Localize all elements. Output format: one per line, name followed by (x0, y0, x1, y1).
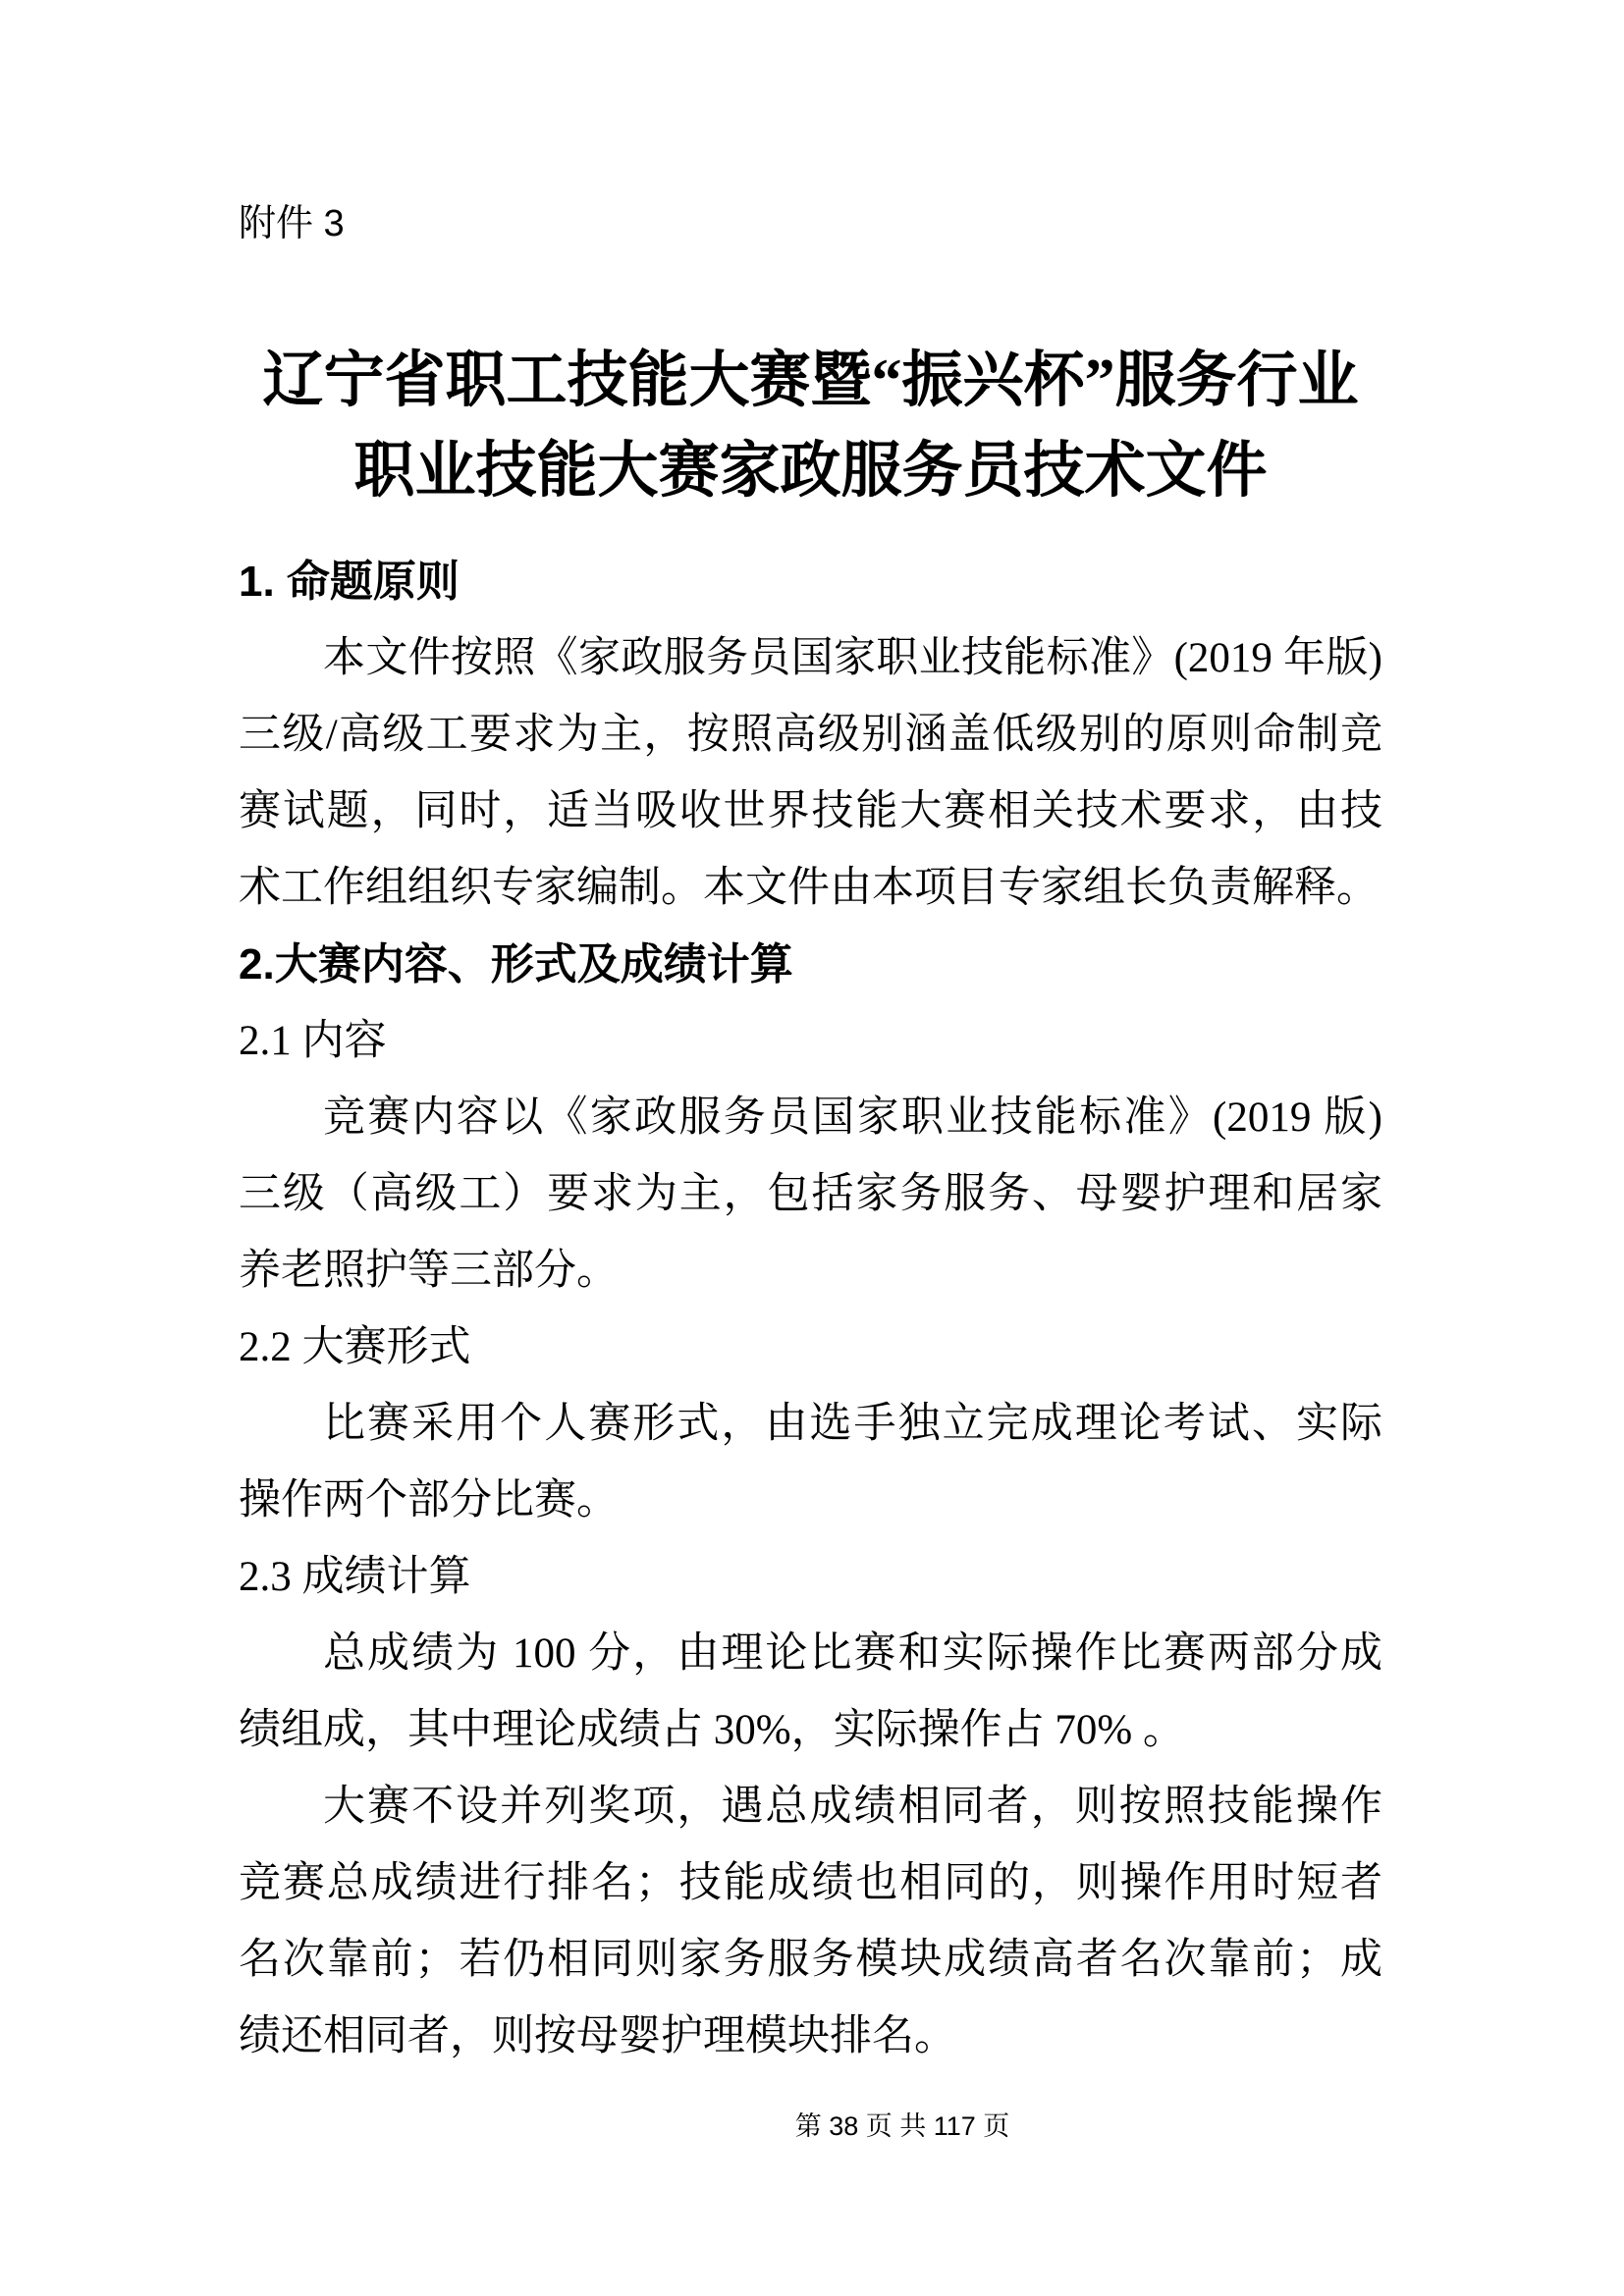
document-title (239, 336, 1382, 516)
body-text-line: 绩还相同者，则按母婴护理模块排名。 (239, 2013, 956, 2059)
sub-section-heading-2-3: 2.3 成绩计算 (239, 1554, 471, 1600)
body-text-line: 术工作组组织专家编制。本文件由本项目专家组长负责解释。 (239, 865, 1379, 911)
document-title-line-2: 职业技能大赛家政服务员技术文件 (353, 438, 1268, 505)
body-text-line: 竞赛总成绩进行排名；技能成绩也相同的，则操作用时短者 (239, 1860, 1382, 1906)
body-text-line: 三级（高级工）要求为主，包括家务服务、母婴护理和居家 (239, 1171, 1382, 1217)
body-text-line: 名次靠前；若仍相同则家务服务模块成绩高者名次靠前；成 (239, 1937, 1382, 1983)
body-text-line: 赛试题，同时，适当吸收世界技能大赛相关技术要求，由技 (239, 788, 1382, 834)
body-text-line: 绩组成，其中理论成绩占 30%，实际操作占 70% 。 (239, 1707, 1185, 1753)
sub-section-heading-2-1: 2.1 内容 (239, 1018, 387, 1064)
page-number-text: 第 38 页 共 117 页 (794, 2111, 1010, 2141)
body-text-line: 大赛不设并列奖项，遇总成绩相同者，则按照技能操作 (323, 1784, 1382, 1830)
body-text-line: 竞赛内容以《家政服务员国家职业技能标准》(2019 版) (323, 1095, 1382, 1141)
body-text-line: 操作两个部分比赛。 (239, 1477, 619, 1523)
document-body (239, 544, 1382, 2075)
section-heading-1: 1. 命题原则 (239, 558, 460, 606)
body-text-line: 三级/高级工要求为主，按照高级别涵盖低级别的原则命制竞 (239, 712, 1382, 758)
body-text-line: 比赛采用个人赛形式，由选手独立完成理论考试、实际 (323, 1401, 1382, 1447)
sub-section-heading-2-2: 2.2 大赛形式 (239, 1324, 471, 1370)
attachment-label: 附件 3 (239, 203, 345, 244)
page-footer (0, 2110, 1624, 2142)
body-text-line: 本文件按照《家政服务员国家职业技能标准》(2019 年版) (323, 635, 1382, 681)
document-title-line-1: 辽宁省职工技能大赛暨“振兴杯”服务行业 (262, 347, 1359, 414)
body-text-line: 养老照护等三部分。 (239, 1248, 619, 1294)
section-heading-2: 2.大赛内容、形式及成绩计算 (239, 940, 793, 988)
body-text-line: 总成绩为 100 分，由理论比赛和实际操作比赛两部分成 (323, 1630, 1382, 1677)
